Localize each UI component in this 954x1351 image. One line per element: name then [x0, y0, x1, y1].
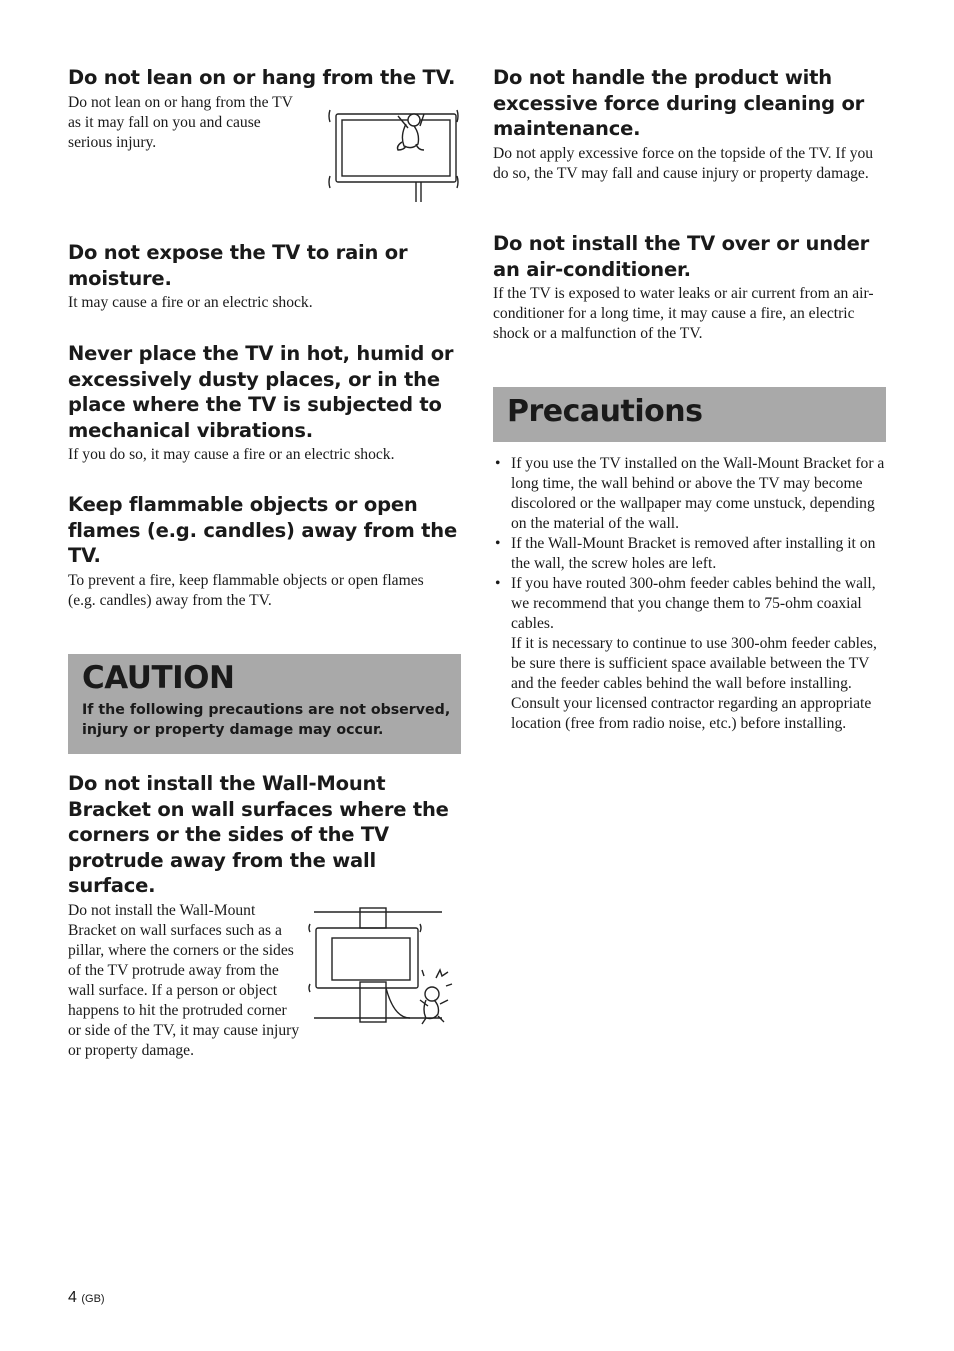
precautions-list-container	[493, 454, 886, 734]
list-item: • If the Wall-Mount Bracket is removed after installing it on the wall, the screw holes are left.	[493, 534, 886, 574]
section-hot-humid	[68, 341, 461, 465]
list-item-text: If you have routed 300-ohm feeder cables behind the wall, we recommend that you change them to 75-ohm coaxial cables.	[511, 575, 876, 632]
precautions-title: Precautions	[507, 394, 703, 429]
body-lean: Do not lean on or hang from the TV as it may fall on you and cause serious injury.	[68, 93, 293, 151]
heading-air-conditioner: Do not install the TV over or under an air-conditioner.	[493, 232, 870, 281]
body-air-conditioner: If the TV is exposed to water leaks or air current from an air-conditioner for a long time, it may cause a fire, an electric shock or a malfunction of the TV.	[493, 285, 874, 342]
heading-lean: Do not lean on or hang from the TV.	[68, 66, 456, 89]
page-region: (GB)	[81, 1293, 105, 1305]
list-item	[493, 574, 886, 734]
body-flammable: To prevent a fire, keep flammable objects or open flames (e.g. candles) away from the TV.	[68, 571, 424, 609]
body-rain: It may cause a fire or an electric shock.	[68, 294, 313, 311]
caution-banner	[68, 654, 461, 754]
precautions-list	[493, 454, 886, 734]
caution-title: CAUTION	[82, 660, 235, 696]
page-number: 4	[68, 1289, 77, 1306]
caution-subtitle: If the following precautions are not observed, injury or property damage may occur.	[82, 702, 451, 738]
page-footer	[68, 1289, 105, 1307]
tv-pillar-collision-illustration	[308, 906, 462, 1030]
section-air-conditioner	[493, 231, 886, 344]
heading-hot-humid: Never place the TV in hot, humid or excessively dusty places, or in the place where the TV is subjected to mechanical vibrations.	[68, 342, 454, 442]
heading-rain: Do not expose the TV to rain or moisture.	[68, 241, 408, 290]
body-wall-mount: Do not install the Wall-Mount Bracket on wall surfaces such as a pillar, where the corners or the sides of the TV protrude away from the wall surface. If a person or object happens to hit the protruded corner or side of the TV, it may cause injury or property damage.	[68, 901, 300, 1059]
list-item-extra: If it is necessary to continue to use 300-ohm feeder cables, be sure there is sufficient space available between the TV and the feeder cables behind the wall before installing. Consult your licensed contractor regarding an appropriate location (free from radio noise, etc.) before installing.	[511, 635, 877, 732]
heading-wall-mount: Do not install the Wall-Mount Bracket on wall surfaces where the corners or the sides of the TV protrude away from the wall surface.	[68, 772, 449, 897]
section-rain	[68, 240, 461, 313]
precautions-banner	[493, 387, 886, 442]
body-hot-humid: If you do so, it may cause a fire or an electric shock.	[68, 446, 395, 463]
section-flammable	[68, 492, 461, 611]
list-item: • If you use the TV installed on the Wall-Mount Bracket for a long time, the wall behind or above the TV may become discolored or the wallpaper may come unstuck, depending on the material of the wall.	[493, 454, 886, 534]
heading-flammable: Keep flammable objects or open flames (e.g. candles) away from the TV.	[68, 493, 458, 567]
tv-hanging-person-illustration	[326, 106, 462, 206]
heading-excessive-force: Do not handle the product with excessive force during cleaning or maintenance.	[493, 66, 865, 140]
section-excessive-force	[493, 65, 886, 184]
body-excessive-force: Do not apply excessive force on the topside of the TV. If you do so, the TV may fall and cause injury or property damage.	[493, 144, 874, 182]
